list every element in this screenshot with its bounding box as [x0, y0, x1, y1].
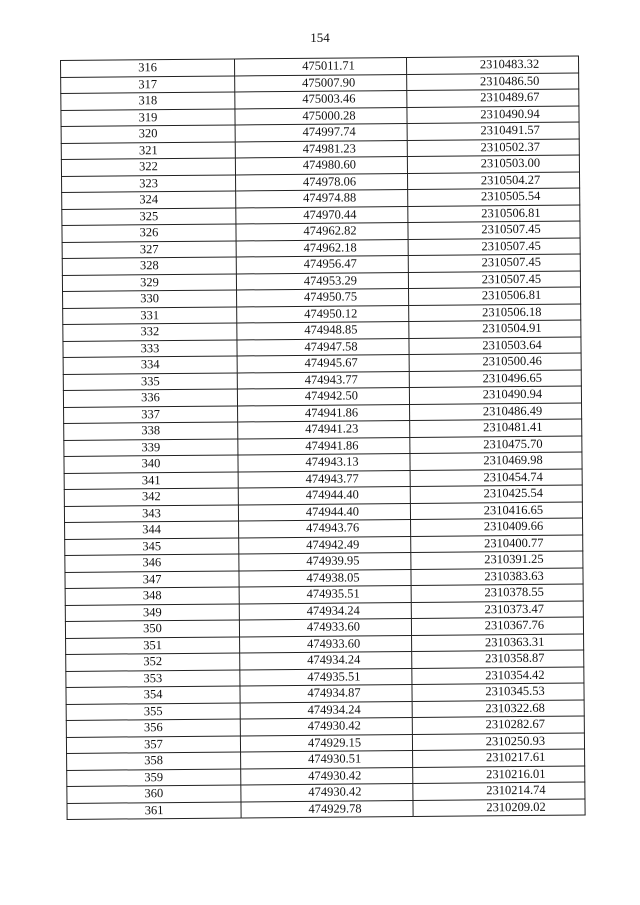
point-number-cell: 319	[61, 108, 235, 126]
y-coordinate-cell: 2310400.77	[411, 534, 583, 552]
x-coordinate-cell: 474930.51	[241, 750, 413, 768]
point-number-cell: 332	[63, 323, 237, 341]
x-coordinate-cell: 475000.28	[235, 107, 407, 125]
x-coordinate-cell: 474942.49	[239, 536, 411, 554]
point-number-cell: 352	[66, 653, 240, 671]
point-number-cell: 347	[65, 570, 239, 588]
x-coordinate-cell: 475003.46	[235, 90, 407, 108]
point-number-cell: 324	[62, 191, 236, 209]
x-coordinate-cell: 475011.71	[234, 57, 406, 75]
x-coordinate-cell: 474942.50	[237, 387, 409, 405]
x-coordinate-cell: 474944.40	[238, 503, 410, 521]
point-number-cell: 359	[67, 768, 241, 786]
x-coordinate-cell: 474956.47	[236, 255, 408, 273]
y-coordinate-cell: 2310250.93	[412, 732, 584, 750]
x-coordinate-cell: 474947.58	[237, 338, 409, 356]
point-number-cell: 343	[64, 504, 238, 522]
y-coordinate-cell: 2310416.65	[410, 501, 582, 519]
x-coordinate-cell: 474943.77	[237, 371, 409, 389]
point-number-cell: 355	[66, 702, 240, 720]
x-coordinate-cell: 474948.85	[237, 321, 409, 339]
x-coordinate-cell: 474930.42	[241, 767, 413, 785]
point-number-cell: 331	[63, 306, 237, 324]
x-coordinate-cell: 474930.42	[241, 783, 413, 801]
point-number-cell: 316	[61, 59, 235, 77]
page-number: 154	[310, 30, 330, 45]
point-number-cell: 338	[64, 422, 238, 440]
point-number-cell: 323	[62, 174, 236, 192]
y-coordinate-cell: 2310481.41	[410, 419, 582, 437]
x-coordinate-cell: 474974.88	[236, 189, 408, 207]
y-coordinate-cell: 2310500.46	[409, 353, 581, 371]
point-number-cell: 361	[67, 801, 241, 819]
y-coordinate-cell: 2310490.94	[407, 105, 579, 123]
y-coordinate-cell: 2310486.49	[410, 402, 582, 420]
x-coordinate-cell: 474950.75	[237, 288, 409, 306]
x-coordinate-cell: 474978.06	[236, 173, 408, 191]
point-number-cell: 345	[65, 537, 239, 555]
point-number-cell: 354	[66, 686, 240, 704]
y-coordinate-cell: 2310217.61	[413, 749, 585, 767]
point-number-cell: 349	[65, 603, 239, 621]
x-coordinate-cell: 474934.87	[240, 684, 412, 702]
x-coordinate-cell: 474997.74	[235, 123, 407, 141]
y-coordinate-cell: 2310489.67	[407, 89, 579, 107]
x-coordinate-cell: 474941.86	[238, 437, 410, 455]
y-coordinate-cell: 2310322.68	[412, 699, 584, 717]
x-coordinate-cell: 474943.76	[239, 519, 411, 537]
x-coordinate-cell: 474930.42	[240, 717, 412, 735]
y-coordinate-cell: 2310507.45	[408, 237, 580, 255]
point-number-cell: 342	[64, 488, 238, 506]
y-coordinate-cell: 2310506.81	[408, 204, 580, 222]
y-coordinate-cell: 2310505.54	[408, 188, 580, 206]
point-number-cell: 341	[64, 471, 238, 489]
x-coordinate-cell: 474943.77	[238, 470, 410, 488]
y-coordinate-cell: 2310454.74	[410, 468, 582, 486]
y-coordinate-cell: 2310391.25	[411, 551, 583, 569]
y-coordinate-cell: 2310503.64	[409, 336, 581, 354]
y-coordinate-cell: 2310506.18	[409, 303, 581, 321]
x-coordinate-cell: 474934.24	[240, 651, 412, 669]
x-coordinate-cell: 474935.51	[240, 668, 412, 686]
x-coordinate-cell: 474941.86	[238, 404, 410, 422]
y-coordinate-cell: 2310363.31	[412, 633, 584, 651]
y-coordinate-cell: 2310486.50	[407, 72, 579, 90]
point-number-cell: 336	[63, 389, 237, 407]
point-number-cell: 337	[64, 405, 238, 423]
y-coordinate-cell: 2310354.42	[412, 666, 584, 684]
point-number-cell: 330	[63, 290, 237, 308]
table-body	[61, 56, 586, 819]
x-coordinate-cell: 474981.23	[235, 140, 407, 158]
y-coordinate-cell: 2310504.91	[409, 320, 581, 338]
y-coordinate-cell: 2310383.63	[411, 567, 583, 585]
x-coordinate-cell: 474929.15	[240, 734, 412, 752]
x-coordinate-cell: 474953.29	[236, 272, 408, 290]
point-number-cell: 326	[62, 224, 236, 242]
point-number-cell: 318	[61, 92, 235, 110]
x-coordinate-cell: 474970.44	[236, 206, 408, 224]
point-number-cell: 340	[64, 455, 238, 473]
point-number-cell: 329	[62, 273, 236, 291]
y-coordinate-cell: 2310504.27	[407, 171, 579, 189]
x-coordinate-cell: 474935.51	[239, 585, 411, 603]
x-coordinate-cell: 474934.24	[240, 701, 412, 719]
point-number-cell: 357	[66, 735, 240, 753]
x-coordinate-cell: 474945.67	[237, 354, 409, 372]
y-coordinate-cell: 2310507.45	[408, 221, 580, 239]
point-number-cell: 322	[61, 158, 235, 176]
point-number-cell: 344	[65, 521, 239, 539]
x-coordinate-cell: 474962.82	[236, 222, 408, 240]
x-coordinate-cell: 474962.18	[236, 239, 408, 257]
point-number-cell: 360	[67, 785, 241, 803]
y-coordinate-cell: 2310483.32	[406, 56, 578, 74]
point-number-cell: 325	[62, 207, 236, 225]
y-coordinate-cell: 2310503.00	[407, 155, 579, 173]
point-number-cell: 320	[61, 125, 235, 143]
point-number-cell: 327	[62, 240, 236, 258]
point-number-cell: 339	[64, 438, 238, 456]
point-number-cell: 334	[63, 356, 237, 374]
x-coordinate-cell: 474939.95	[239, 552, 411, 570]
point-number-cell: 333	[63, 339, 237, 357]
y-coordinate-cell: 2310282.67	[412, 716, 584, 734]
y-coordinate-cell: 2310491.57	[407, 122, 579, 140]
point-number-cell: 348	[65, 587, 239, 605]
point-number-cell: 353	[66, 669, 240, 687]
y-coordinate-cell: 2310358.87	[412, 650, 584, 668]
x-coordinate-cell: 474934.24	[239, 602, 411, 620]
y-coordinate-cell: 2310507.45	[408, 270, 580, 288]
x-coordinate-cell: 474950.12	[237, 305, 409, 323]
y-coordinate-cell: 2310425.54	[410, 485, 582, 503]
point-number-cell: 358	[67, 752, 241, 770]
y-coordinate-cell: 2310502.37	[407, 138, 579, 156]
point-number-cell: 335	[63, 372, 237, 390]
y-coordinate-cell: 2310373.47	[411, 600, 583, 618]
y-coordinate-cell: 2310507.45	[408, 254, 580, 272]
y-coordinate-cell: 2310506.81	[409, 287, 581, 305]
y-coordinate-cell: 2310469.98	[410, 452, 582, 470]
y-coordinate-cell: 2310475.70	[410, 435, 582, 453]
point-number-cell: 328	[62, 257, 236, 275]
x-coordinate-cell: 474980.60	[235, 156, 407, 174]
point-number-cell: 351	[66, 636, 240, 654]
x-coordinate-cell: 474929.78	[241, 800, 413, 818]
x-coordinate-cell: 474938.05	[239, 569, 411, 587]
y-coordinate-cell: 2310409.66	[411, 518, 583, 536]
y-coordinate-cell: 2310209.02	[413, 798, 585, 816]
y-coordinate-cell: 2310378.55	[411, 584, 583, 602]
x-coordinate-cell: 475007.90	[235, 74, 407, 92]
point-number-cell: 317	[61, 75, 235, 93]
y-coordinate-cell: 2310496.65	[409, 369, 581, 387]
x-coordinate-cell: 474941.23	[238, 420, 410, 438]
x-coordinate-cell: 474944.40	[238, 486, 410, 504]
x-coordinate-cell: 474933.60	[240, 635, 412, 653]
x-coordinate-cell: 474933.60	[239, 618, 411, 636]
y-coordinate-cell: 2310490.94	[409, 386, 581, 404]
y-coordinate-cell: 2310214.74	[413, 782, 585, 800]
point-number-cell: 356	[66, 719, 240, 737]
point-number-cell: 346	[65, 554, 239, 572]
point-number-cell: 321	[61, 141, 235, 159]
y-coordinate-cell: 2310367.76	[411, 617, 583, 635]
x-coordinate-cell: 474943.13	[238, 453, 410, 471]
y-coordinate-cell: 2310345.53	[412, 683, 584, 701]
coordinates-table	[60, 55, 586, 820]
point-number-cell: 350	[65, 620, 239, 638]
y-coordinate-cell: 2310216.01	[413, 765, 585, 783]
table-row	[67, 798, 585, 819]
